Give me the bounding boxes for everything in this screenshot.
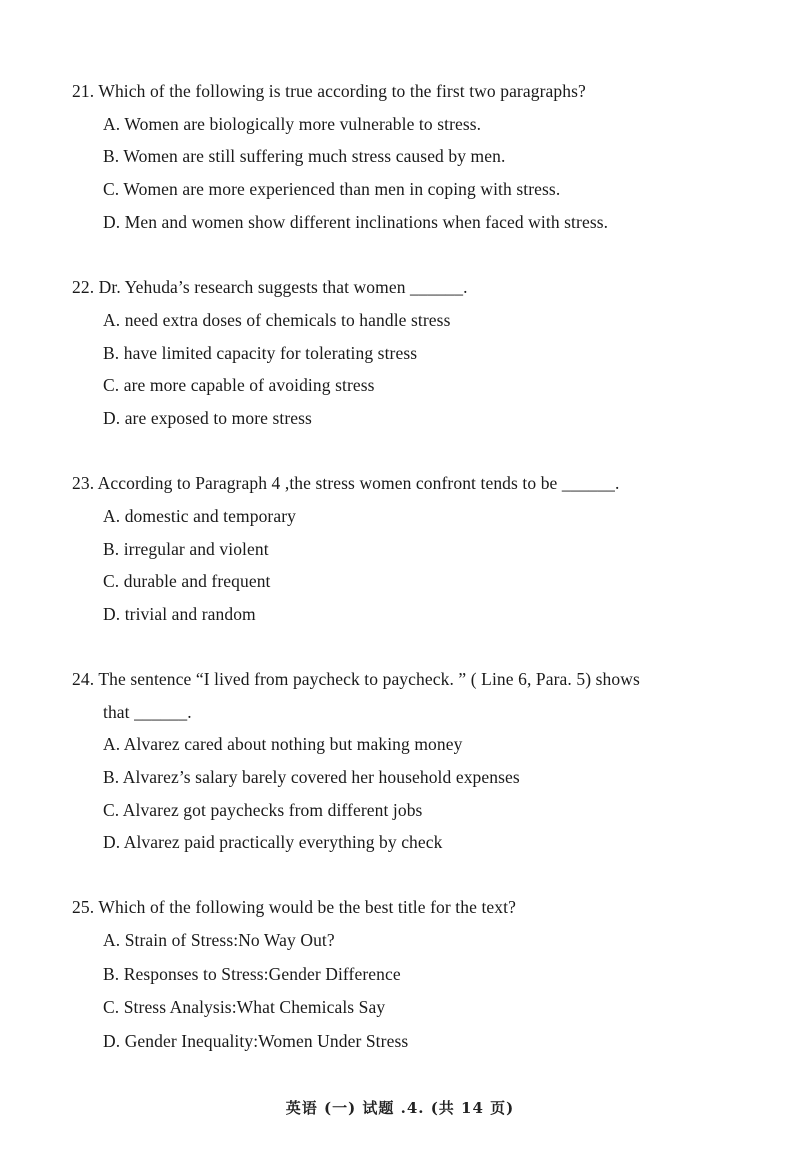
option-c: C. Women are more experienced than men in coping with stress. bbox=[103, 179, 561, 199]
option-c: C. durable and frequent bbox=[103, 571, 271, 591]
question-stem: 25. Which of the following would be the best title for the text? bbox=[72, 897, 516, 917]
option-d: D. are exposed to more stress bbox=[103, 408, 312, 428]
option-b: B. irregular and violent bbox=[103, 539, 269, 559]
option-a: A. domestic and temporary bbox=[103, 506, 297, 526]
page-footer: 英语 (一) 试题 .4. (共 14 页) bbox=[285, 1099, 515, 1117]
option-a: A. need extra doses of chemicals to handle stress bbox=[103, 310, 451, 330]
question-stem: 21. Which of the following is true according to the first two paragraphs? bbox=[72, 81, 586, 101]
question-stem: 24. The sentence “I lived from paycheck to paycheck. ” ( Line 6, Para. 5) shows bbox=[72, 669, 640, 689]
option-a: A. Women are biologically more vulnerable to stress. bbox=[103, 114, 482, 134]
option-d: D. Gender Inequality:Women Under Stress bbox=[103, 1031, 409, 1051]
question-stem-continuation: that ______. bbox=[103, 702, 192, 722]
option-a: A. Strain of Stress:No Way Out? bbox=[103, 930, 335, 950]
question-stem: 23. According to Paragraph 4 ,the stress women confront tends to be ______. bbox=[72, 473, 620, 493]
option-b: B. Alvarez’s salary barely covered her household expenses bbox=[103, 767, 520, 787]
option-a: A. Alvarez cared about nothing but making money bbox=[103, 734, 463, 754]
option-c: C. are more capable of avoiding stress bbox=[103, 375, 375, 395]
option-d: D. Men and women show different inclinations when faced with stress. bbox=[103, 212, 609, 232]
option-c: C. Stress Analysis:What Chemicals Say bbox=[103, 997, 386, 1017]
option-b: B. Women are still suffering much stress caused by men. bbox=[103, 146, 506, 166]
option-d: D. trivial and random bbox=[103, 604, 256, 624]
option-b: B. Responses to Stress:Gender Difference bbox=[103, 964, 401, 984]
option-b: B. have limited capacity for tolerating stress bbox=[103, 343, 418, 363]
question-stem: 22. Dr. Yehuda’s research suggests that women ______. bbox=[72, 277, 468, 297]
option-d: D. Alvarez paid practically everything by check bbox=[103, 832, 443, 852]
option-c: C. Alvarez got paychecks from different jobs bbox=[103, 800, 423, 820]
